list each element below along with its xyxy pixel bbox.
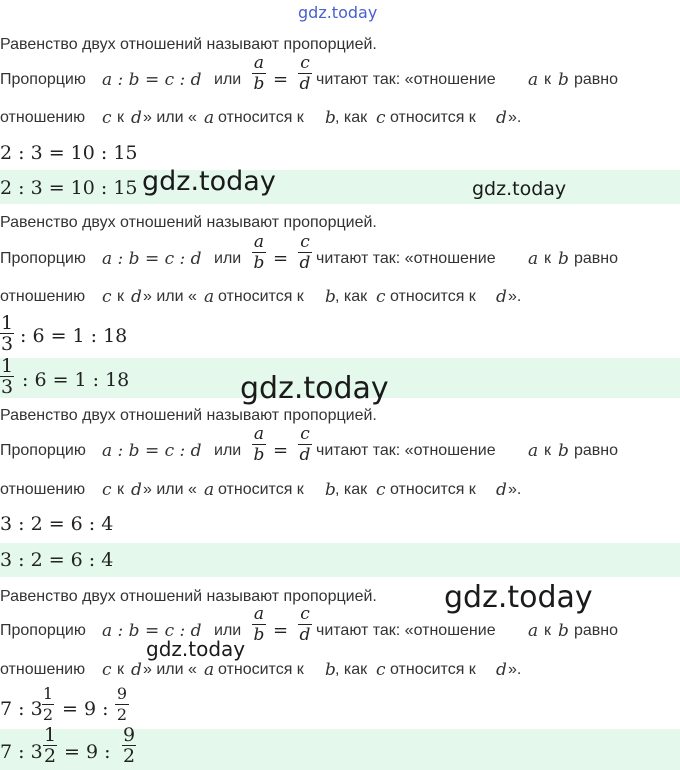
- fraction-c-d: c d: [299, 53, 311, 94]
- answer-equation: 3 : 2 = 6 : 4: [0, 549, 114, 571]
- fraction-c-d: c d: [299, 424, 311, 465]
- fraction-c-d: c d: [299, 604, 311, 645]
- fraction-a-b: a b: [253, 604, 265, 645]
- watermark: gdz.today: [240, 371, 389, 406]
- watermark: gdz.today: [472, 178, 567, 200]
- fraction-c-d: c d: [299, 232, 311, 273]
- fraction-a-b: a b: [253, 53, 265, 94]
- definition-line: Равенство двух отношений называют пропорцией.: [0, 36, 377, 53]
- equation: 2 : 3 = 10 : 15: [0, 142, 138, 164]
- watermark: gdz.today: [444, 580, 593, 615]
- watermark: gdz.today: [146, 637, 246, 661]
- answer-equation: 2 : 3 = 10 : 15: [0, 177, 138, 199]
- definition-line: Равенство двух отношений называют пропорцией.: [0, 407, 377, 424]
- equation: 3 : 2 = 6 : 4: [0, 513, 114, 535]
- watermark: gdz.today: [298, 3, 378, 22]
- fraction-a-b: a b: [253, 232, 265, 273]
- watermark: gdz.today: [142, 166, 276, 197]
- definition-line: Равенство двух отношений называют пропорцией.: [0, 588, 377, 605]
- definition-line: Равенство двух отношений называют пропорцией.: [0, 214, 377, 231]
- fraction-a-b: a b: [253, 424, 265, 465]
